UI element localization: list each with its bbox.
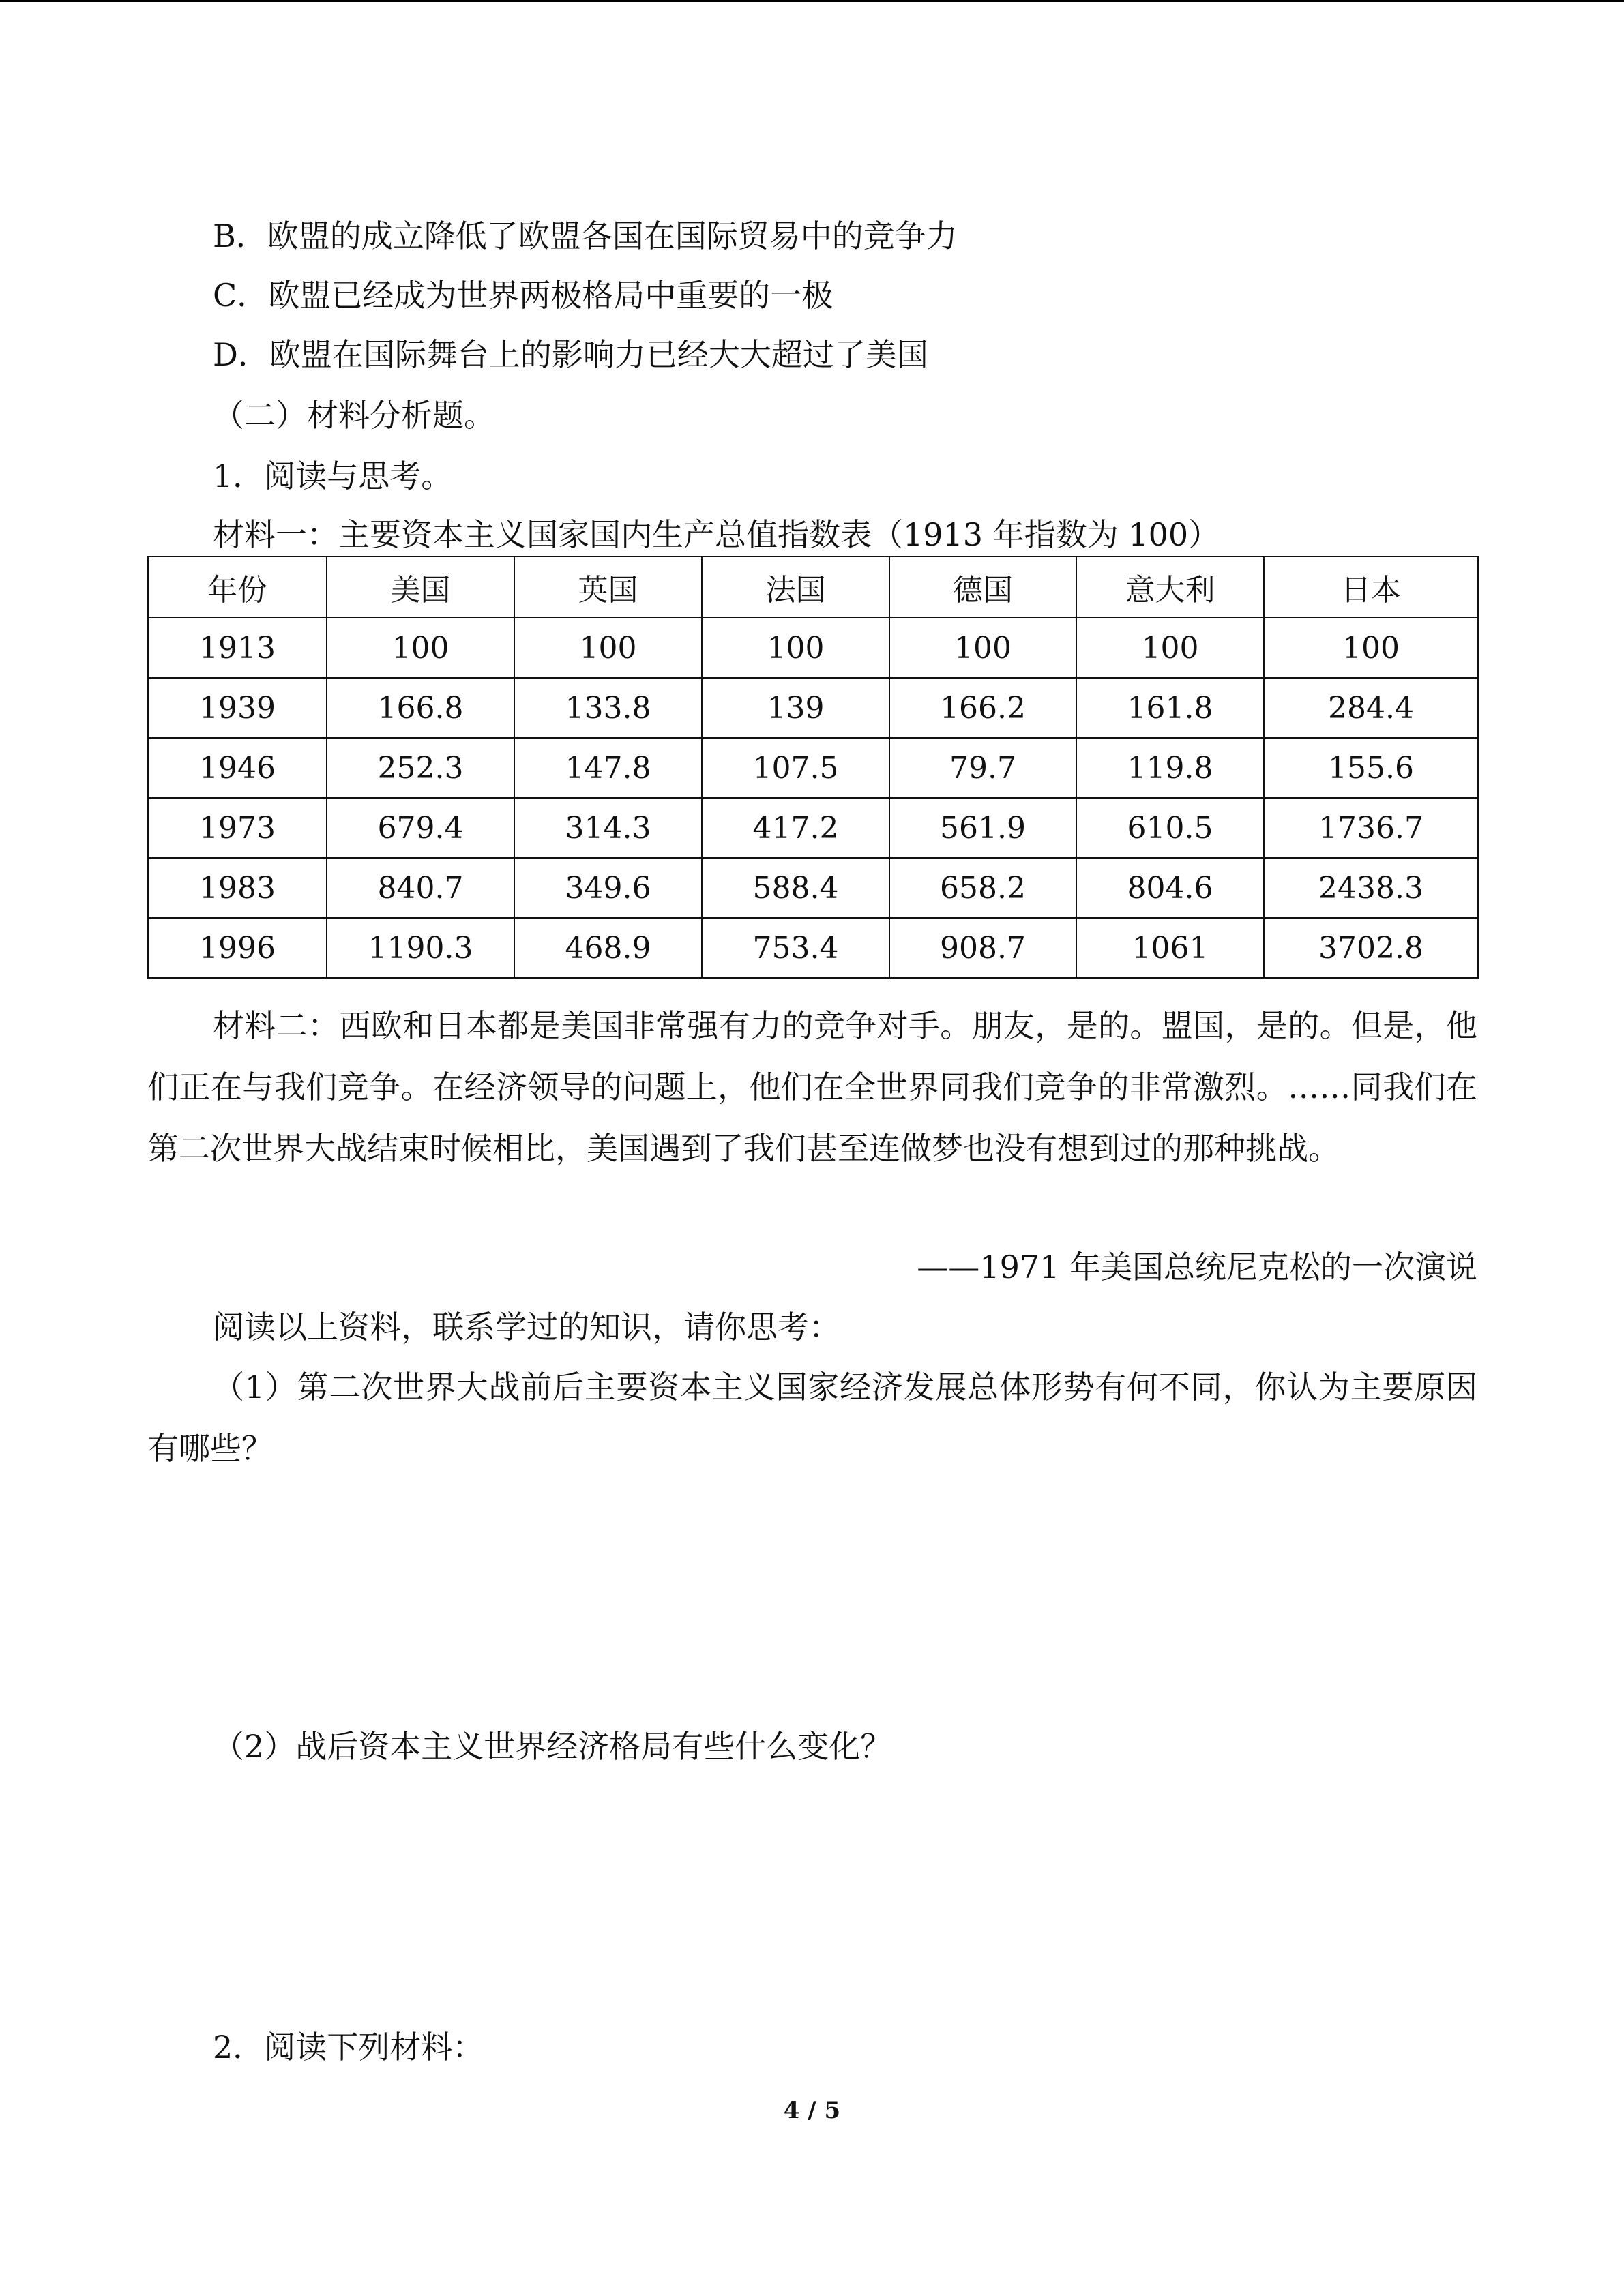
table-cell: 284.4 xyxy=(1264,678,1478,738)
table-cell: 100 xyxy=(889,618,1076,678)
table-row xyxy=(148,858,1478,918)
table-cell: 155.6 xyxy=(1264,738,1478,798)
table-cell: 1913 xyxy=(148,618,327,678)
table-cell: 1061 xyxy=(1076,918,1264,978)
table-cell: 1983 xyxy=(148,858,327,918)
table-cell: 1973 xyxy=(148,798,327,858)
table-cell: 658.2 xyxy=(889,858,1076,918)
header-france: 法国 xyxy=(702,556,889,618)
table-cell: 1946 xyxy=(148,738,327,798)
option-d: D．欧盟在国际舞台上的影响力已经大大超过了美国 xyxy=(213,336,928,373)
header-uk: 英国 xyxy=(514,556,702,618)
page-number: 4 / 5 xyxy=(783,2097,841,2124)
option-c: C．欧盟已经成为世界两极格局中重要的一极 xyxy=(213,277,833,314)
question-1-title: 1．阅读与思考。 xyxy=(213,458,453,494)
table-cell: 840.7 xyxy=(327,858,514,918)
header-germany: 德国 xyxy=(889,556,1076,618)
table-cell: 139 xyxy=(702,678,889,738)
sub-question-2: （2）战后资本主义世界经济格局有些什么变化？ xyxy=(213,1728,892,1765)
instruction-text: 阅读以上资料，联系学过的知识，请你思考： xyxy=(213,1309,840,1345)
table-cell: 119.8 xyxy=(1076,738,1264,798)
table-cell: 166.8 xyxy=(327,678,514,738)
option-b: B．欧盟的成立降低了欧盟各国在国际贸易中的竞争力 xyxy=(213,218,958,254)
table-cell: 100 xyxy=(1076,618,1264,678)
table-cell: 804.6 xyxy=(1076,858,1264,918)
sub-question-1: （1）第二次世界大战前后主要资本主义国家经济发展总体形势有何不同，你认为主要原因有哪些？ xyxy=(147,1369,1477,1467)
header-japan: 日本 xyxy=(1264,556,1478,618)
table-cell: 588.4 xyxy=(702,858,889,918)
table-cell: 100 xyxy=(327,618,514,678)
table-cell: 417.2 xyxy=(702,798,889,858)
table-cell: 147.8 xyxy=(514,738,702,798)
material-2-source: ——1971 年美国总统尼克松的一次演说 xyxy=(917,1249,1477,1285)
header-usa: 美国 xyxy=(327,556,514,618)
table-cell: 1736.7 xyxy=(1264,798,1478,858)
table-cell: 79.7 xyxy=(889,738,1076,798)
table-row xyxy=(148,678,1478,738)
table-row xyxy=(148,738,1478,798)
table-cell: 100 xyxy=(514,618,702,678)
table-cell: 252.3 xyxy=(327,738,514,798)
table-cell: 1996 xyxy=(148,918,327,978)
page-top-border xyxy=(0,0,1624,2)
header-italy: 意大利 xyxy=(1076,556,1264,618)
table-cell: 1939 xyxy=(148,678,327,738)
table-row xyxy=(148,918,1478,978)
table-header-row xyxy=(148,556,1478,618)
table-cell: 2438.3 xyxy=(1264,858,1478,918)
table-cell: 349.6 xyxy=(514,858,702,918)
table-row xyxy=(148,618,1478,678)
table-cell: 100 xyxy=(702,618,889,678)
table-cell: 679.4 xyxy=(327,798,514,858)
table-cell: 107.5 xyxy=(702,738,889,798)
material-1-title: 材料一：主要资本主义国家国内生产总值指数表（1913 年指数为 100） xyxy=(213,516,1220,553)
table-cell: 100 xyxy=(1264,618,1478,678)
table-cell: 133.8 xyxy=(514,678,702,738)
table-row xyxy=(148,798,1478,858)
table-cell: 468.9 xyxy=(514,918,702,978)
table-cell: 1190.3 xyxy=(327,918,514,978)
table-cell: 908.7 xyxy=(889,918,1076,978)
table-cell: 314.3 xyxy=(514,798,702,858)
header-year: 年份 xyxy=(148,556,327,618)
material-2-paragraph: 材料二：西欧和日本都是美国非常强有力的竞争对手。朋友，是的。盟国，是的。但是，他们正在与我们竞争。在经济领导的问题上，他们在全世界同我们竞争的非常激烈。……同我们在第二次世界大战结束时候相比，美国遇到了我们甚至连做梦也没有想到过的那种挑战。 xyxy=(147,1007,1477,1167)
table-cell: 161.8 xyxy=(1076,678,1264,738)
table-cell: 610.5 xyxy=(1076,798,1264,858)
section-title: （二）材料分析题。 xyxy=(213,397,495,434)
question-2-title: 2．阅读下列材料： xyxy=(213,2029,484,2066)
table-cell: 753.4 xyxy=(702,918,889,978)
table-cell: 561.9 xyxy=(889,798,1076,858)
table-cell: 166.2 xyxy=(889,678,1076,738)
table-cell: 3702.8 xyxy=(1264,918,1478,978)
gdp-index-table xyxy=(147,556,1479,979)
